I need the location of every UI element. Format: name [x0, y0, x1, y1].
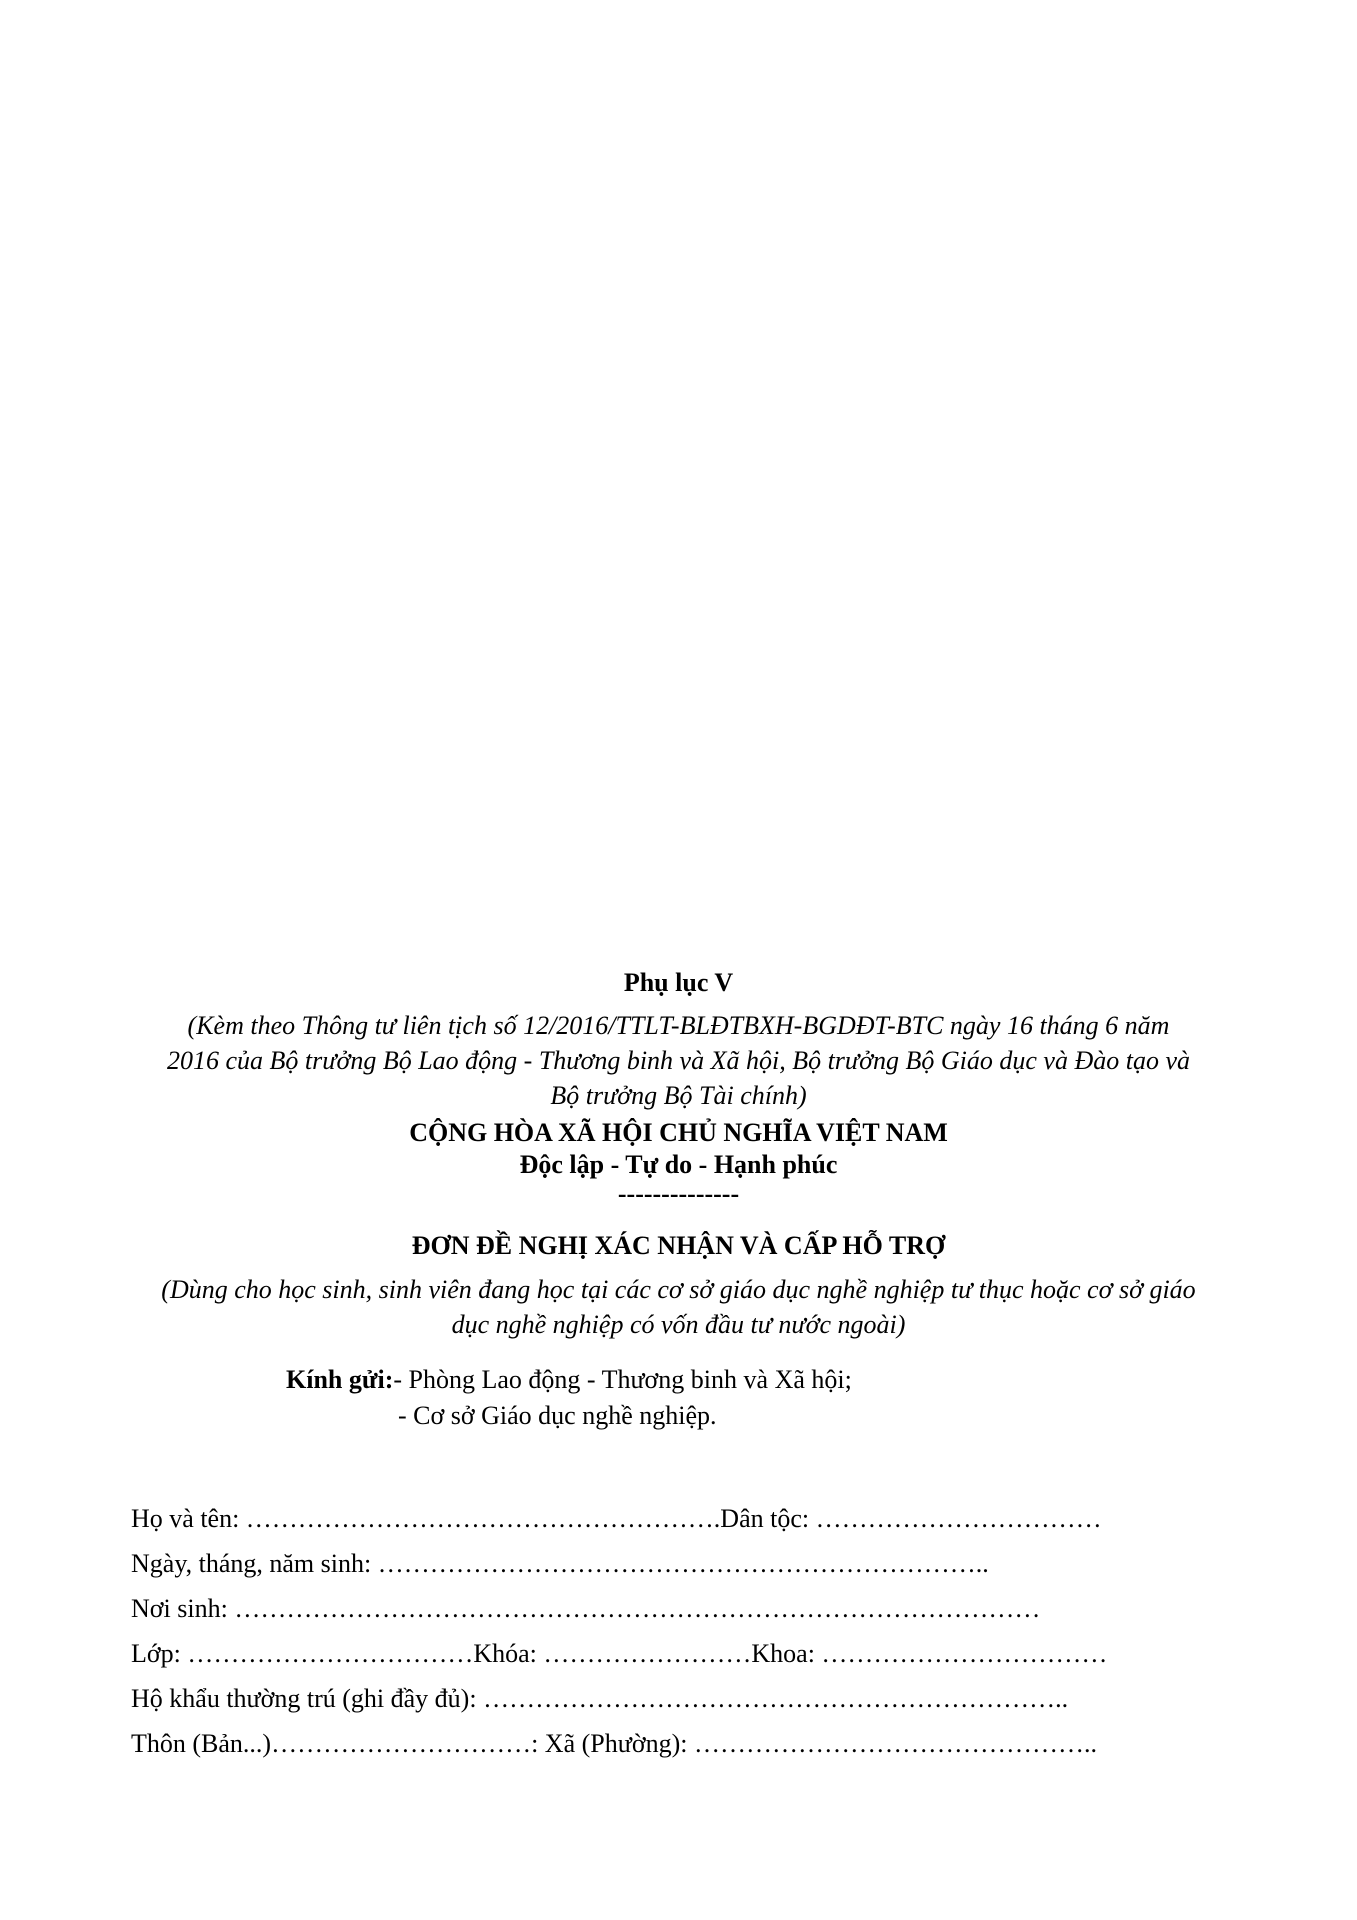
recipient-block [286, 1362, 852, 1434]
field-name-ethnicity: Họ và tên: ……………………………………………….Dân tộc: …………………………… [131, 1504, 1102, 1533]
appendix-note-line: Bộ trưởng Bộ Tài chính) [550, 1081, 807, 1110]
recipient-label: Kính gửi: [286, 1365, 394, 1394]
appendix-note-line: 2016 của Bộ trưởng Bộ Lao động - Thương binh và Xã hội, Bộ trưởng Bộ Giáo dục và Đào tạo và [167, 1046, 1190, 1075]
field-place-of-birth: Nơi sinh: ………………………………………………………………………………… [131, 1594, 1041, 1623]
recipient-line-1: - Phòng Lao động - Thương binh và Xã hội; [393, 1365, 852, 1394]
field-date-of-birth: Ngày, tháng, năm sinh: …………………………………………………………….. [131, 1549, 989, 1578]
field-permanent-residence: Hộ khẩu thường trú (ghi đầy đủ): ………………………………………………………….. [131, 1684, 1069, 1713]
nation-heading: CỘNG HÒA XÃ HỘI CHỦ NGHĨA VIỆT NAM [409, 1118, 948, 1147]
heading-divider: -------------- [617, 1179, 740, 1208]
form-subtitle-line: dục nghề nghiệp có vốn đầu tư nước ngoài) [451, 1310, 906, 1339]
form-subtitle-line: (Dùng cho học sinh, sinh viên đang học tại các cơ sở giáo dục nghề nghiệp tư thục hoặc cơ sở giáo [161, 1275, 1196, 1304]
motto-heading: Độc lập - Tự do - Hạnh phúc [519, 1150, 838, 1179]
field-village-commune: Thôn (Bản...)…………………………: Xã (Phường): ……………………………………….. [131, 1729, 1097, 1758]
appendix-note-line: (Kèm theo Thông tư liên tịch số 12/2016/TTLT-BLĐTBXH-BGDĐT-BTC ngày 16 tháng 6 năm [187, 1011, 1170, 1040]
form-subtitle [0, 1272, 1357, 1342]
recipient-line-2: - Cơ sở Giáo dục nghề nghiệp. [398, 1401, 717, 1430]
form-title: ĐƠN ĐỀ NGHỊ XÁC NHẬN VÀ CẤP HỖ TRỢ [411, 1231, 946, 1260]
form-fields [131, 1496, 1107, 1766]
field-class-course-faculty: Lớp: ……………………………Khóa: ……………………Khoa: …………………………… [131, 1639, 1108, 1668]
appendix-title: Phụ lục V [623, 968, 734, 997]
appendix-note [0, 1008, 1357, 1113]
